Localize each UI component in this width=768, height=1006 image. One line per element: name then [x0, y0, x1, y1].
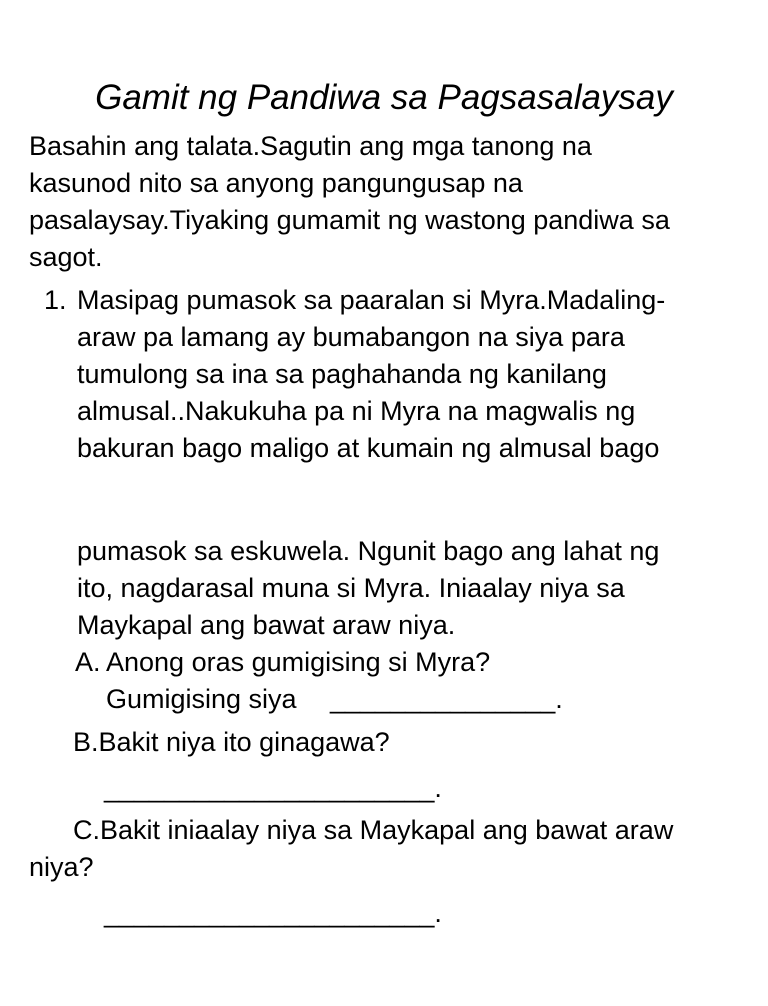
passage-line: pumasok sa eskuwela. Ngunit bago ang lahat ng [77, 536, 660, 566]
question-a-label: A. [75, 647, 101, 677]
question-b-text: B.Bakit niya ito ginagawa? [73, 727, 390, 757]
answer-c-blank[interactable]: ______________________. [104, 898, 442, 928]
answer-a-blank[interactable]: _______________. [330, 684, 563, 714]
answer-a-prefix: Gumigising siya [106, 684, 297, 714]
instructions-line: sagot. [29, 242, 103, 272]
instructions-line: Basahin ang talata.Sagutin ang mga tanong na [29, 131, 592, 161]
instructions-line: kasunod nito sa anyong pangungusap na [29, 168, 523, 198]
passage-line: almusal..Nakukuha pa ni Myra na magwalis ng [77, 396, 636, 426]
passage-line: Maykapal ang bawat araw niya. [77, 610, 456, 640]
worksheet-title: Gamit ng Pandiwa sa Pagsasalaysay [95, 78, 673, 117]
passage-line: tumulong sa ina sa paghahanda ng kanilang [77, 359, 607, 389]
item-number: 1. [44, 285, 67, 315]
question-c-text-continued: niya? [29, 852, 94, 882]
question-c-text: C.Bakit iniaalay niya sa Maykapal ang bawat araw [73, 815, 674, 845]
question-a-text: Anong oras gumigising si Myra? [106, 647, 491, 677]
answer-b-blank[interactable]: ______________________. [104, 773, 442, 803]
passage-line: araw pa lamang ay bumabangon na siya para [77, 322, 625, 352]
instructions-line: pasalaysay.Tiyaking gumamit ng wastong pandiwa sa [29, 205, 670, 235]
passage-line: Masipag pumasok sa paaralan si Myra.Madaling- [77, 285, 666, 315]
passage-line: ito, nagdarasal muna si Myra. Iniaalay niya sa [77, 573, 625, 603]
passage-line: bakuran bago maligo at kumain ng almusal bago [77, 433, 660, 463]
